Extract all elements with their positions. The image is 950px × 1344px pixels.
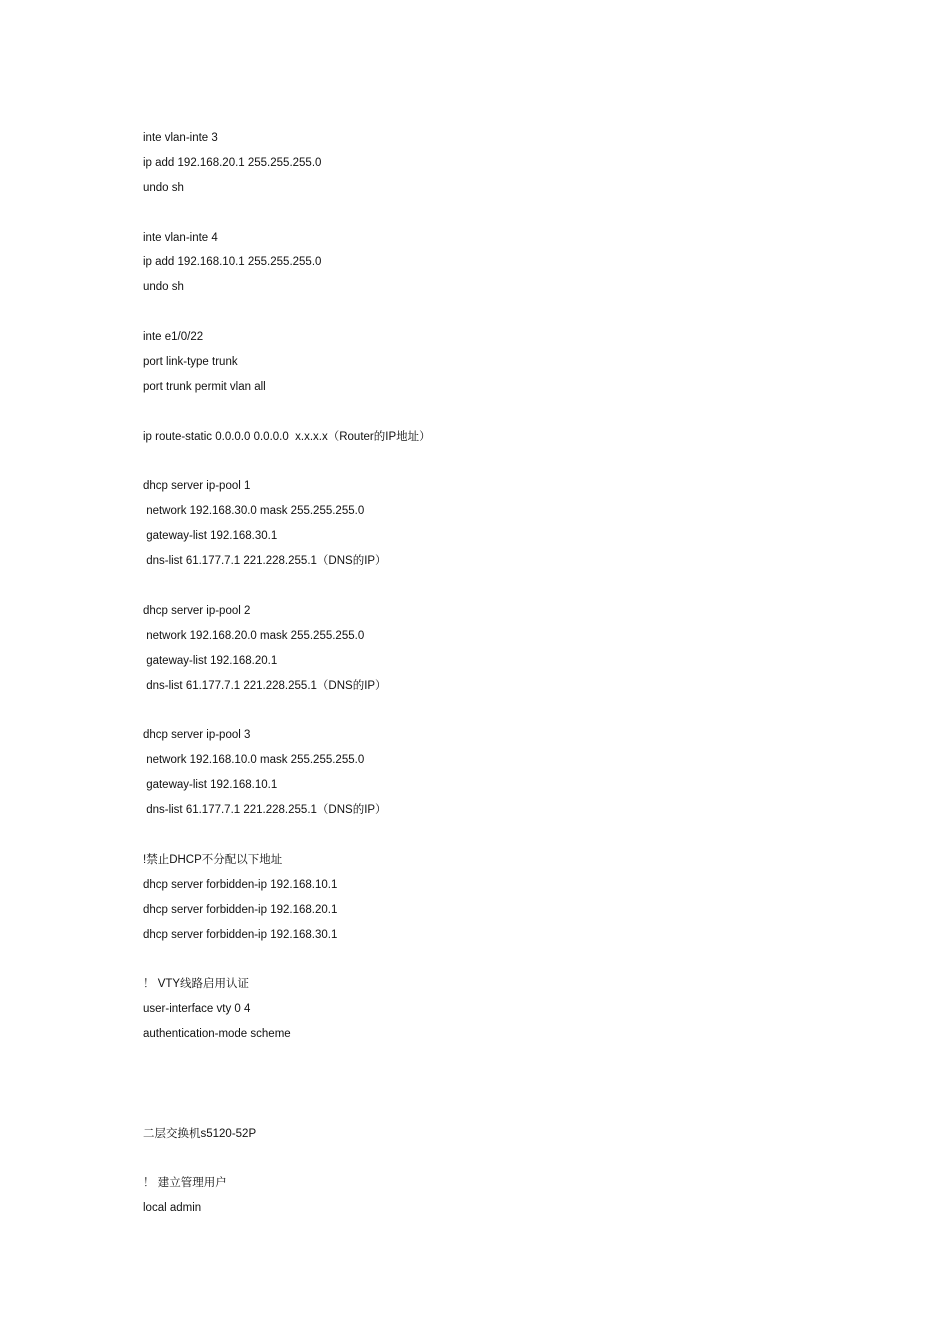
- config-line: dhcp server forbidden-ip 192.168.10.1: [143, 878, 338, 891]
- comment-line: ！ 建立管理用户: [143, 1177, 227, 1190]
- config-line: dhcp server ip-pool 1: [143, 480, 251, 493]
- config-line: dhcp server ip-pool 2: [143, 604, 251, 617]
- config-line: dns-list 61.177.7.1 221.228.255.1（DNS的IP）: [143, 804, 387, 817]
- blank-line: [143, 450, 863, 475]
- blank-line: [143, 823, 863, 848]
- config-line: inte vlan-inte 3: [143, 132, 218, 144]
- config-line: ip add 192.168.20.1 255.255.255.0: [143, 156, 322, 169]
- config-line: inte e1/0/22: [143, 331, 204, 344]
- config-line: dns-list 61.177.7.1 221.228.255.1（DNS的IP）: [143, 555, 387, 568]
- blank-line: [143, 574, 863, 599]
- blank-line: [143, 1072, 863, 1097]
- config-line: gateway-list 192.168.10.1: [143, 779, 278, 792]
- config-line: network 192.168.30.0 mask 255.255.255.0: [143, 505, 365, 518]
- config-line: port link-type trunk: [143, 356, 238, 369]
- comment-line: ！ VTY线路启用认证: [143, 978, 250, 991]
- blank-line: [143, 1097, 863, 1122]
- config-line: inte vlan-inte 4: [143, 231, 218, 244]
- comment-line: !禁止DHCP不分配以下地址: [143, 853, 283, 866]
- config-line: gateway-list 192.168.30.1: [143, 530, 278, 543]
- config-line: ip add 192.168.10.1 255.255.255.0: [143, 256, 322, 269]
- blank-line: [143, 698, 863, 723]
- config-line: authentication-mode scheme: [143, 1028, 291, 1041]
- config-line: dns-list 61.177.7.1 221.228.255.1（DNS的IP）: [143, 679, 387, 692]
- section-heading: 二层交换机s5120-52P: [143, 1127, 257, 1140]
- blank-line: [143, 947, 863, 972]
- config-line: ip route-static 0.0.0.0 0.0.0.0 x.x.x.x（Router的IP地址）: [143, 430, 431, 443]
- config-line: port trunk permit vlan all: [143, 380, 266, 393]
- config-line: local admin: [143, 1202, 202, 1215]
- config-line: network 192.168.20.0 mask 255.255.255.0: [143, 629, 365, 642]
- blank-line: [143, 201, 863, 226]
- config-line: dhcp server ip-pool 3: [143, 729, 251, 742]
- blank-line: [143, 300, 863, 325]
- config-line: undo sh: [143, 181, 184, 194]
- config-line: user-interface vty 0 4: [143, 1003, 251, 1016]
- config-line: dhcp server forbidden-ip 192.168.30.1: [143, 928, 338, 941]
- blank-line: [143, 1047, 863, 1072]
- config-line: dhcp server forbidden-ip 192.168.20.1: [143, 903, 338, 916]
- config-line: undo sh: [143, 281, 184, 294]
- blank-line: [143, 1147, 863, 1172]
- config-text-body: [143, 126, 863, 1221]
- config-line: network 192.168.10.0 mask 255.255.255.0: [143, 754, 365, 767]
- config-line: gateway-list 192.168.20.1: [143, 654, 278, 667]
- blank-line: [143, 400, 863, 425]
